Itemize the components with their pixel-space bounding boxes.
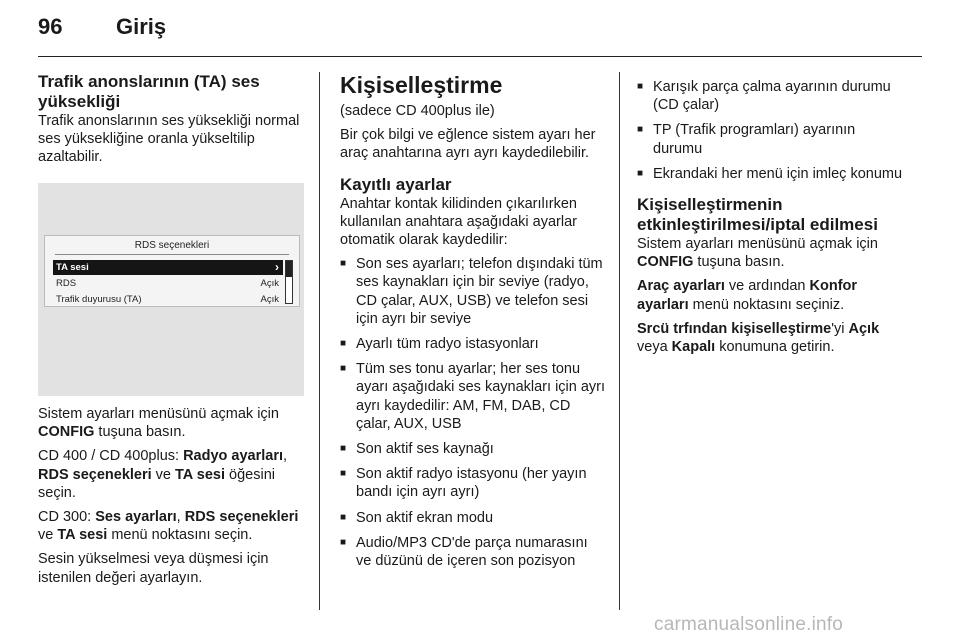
paragraph: Sistem ayarları menüsünü açmak için CONFIG tuşuna basın.	[38, 406, 279, 441]
list-item: ■ Son aktif ekran modu	[340, 509, 606, 527]
section-heading-activate-personalization: Kişiselleştirmenin etkinleştirilmesi/iptal edilmesi	[637, 195, 878, 235]
column-3	[637, 72, 907, 362]
column-divider	[319, 72, 320, 610]
list-item: ■ Ekrandaki her menü için imleç konumu	[637, 165, 907, 183]
list-item: ■ Son aktif radyo istasyonu (her yayın bandı için ayrı ayrı)	[340, 465, 606, 501]
menu-row-rds	[53, 276, 283, 291]
paragraph: CD 300: Ses ayarları, RDS seçenekleri ve TA sesi menü noktasını seçin.	[38, 509, 299, 544]
menu-row-ta-volume	[53, 260, 283, 275]
bullet-list	[637, 78, 907, 183]
watermark: carmanualsonline.info	[654, 614, 844, 635]
menu-row-traffic-announcement	[53, 292, 283, 307]
menu-row-label: Trafik duyurusu (TA)	[56, 294, 142, 305]
scrollbar	[285, 260, 293, 304]
display-screenshot	[38, 183, 304, 396]
list-item: ■ Ayarlı tüm radyo istasyonları	[340, 335, 606, 353]
menu-row-label: TA sesi	[56, 262, 89, 273]
paragraph: CD 400 / CD 400plus: Radyo ayarları, RDS seçenekleri ve TA sesi öğesini seçin.	[38, 448, 288, 501]
paragraph: Araç ayarları ve ardından Konfor ayarları menü noktasını seçiniz.	[637, 278, 858, 313]
rds-options-screen	[44, 235, 300, 307]
chevron-right-icon: ›	[275, 260, 279, 274]
column-2	[340, 72, 606, 577]
paragraph: Trafik anonslarının ses yüksekliği normal ses yüksekliğine oranla yükseltilip azaltabilir.	[38, 113, 300, 166]
screen-title: RDS seçenekleri	[134, 240, 210, 251]
column-1-continued	[38, 405, 304, 593]
list-item: ■ Son ses ayarları; telefon dışındaki tüm ses kaynakları için bir seviye (radyo, CD çalar, AUX, USB) ve telefon sesi için ayrı bir seviye	[340, 255, 606, 328]
list-item: ■ Karışık parça çalma ayarının durumu (CD çalar)	[637, 78, 907, 114]
page-number: 96	[38, 14, 63, 39]
page-header	[38, 14, 922, 44]
list-item: ■ Audio/MP3 CD'de parça numarasını ve düzünü de içeren son pozisyon	[340, 534, 606, 570]
list-item: ■ TP (Trafik programları) ayarının durumu	[637, 121, 907, 157]
menu-row-value: Açık	[260, 294, 279, 305]
paragraph: Anahtar kontak kilidinden çıkarılırken kullanılan anahtara aşağıdaki ayarlar otomatik olarak kaydedilir:	[340, 195, 577, 249]
paragraph: Sesin yükselmesi veya düşmesi için istenilen değeri ayarlayın.	[38, 551, 269, 586]
paragraph: Sistem ayarları menüsünü açmak için CONFIG tuşuna basın.	[637, 236, 878, 271]
paragraph: Srcü trfından kişiselleştirme'yi Açık veya Kapalı konumuna getirin.	[637, 320, 880, 356]
section-heading-personalization: Kişiselleştirme	[340, 72, 503, 98]
paragraph: Bir çok bilgi ve eğlence sistem ayarı her araç anahtarına ayrı ayrı kaydedilebilir.	[340, 127, 596, 162]
section-heading-ta-volume: Trafik anonslarının (TA) ses yüksekliği	[38, 72, 260, 111]
chapter-title: Giriş	[116, 14, 167, 39]
bullet-list	[340, 255, 606, 570]
paragraph: (sadece CD 400plus ile)	[340, 103, 495, 119]
column-divider	[619, 72, 620, 610]
scroll-thumb	[286, 261, 292, 277]
menu-row-label: RDS	[56, 278, 77, 289]
list-item: ■ Tüm ses tonu ayarlar; her ses tonu ayarı aşağıdaki ses kaynakları için ayrı ayrı kaydedilir: AM, FM, DAB, CD çalar, AUX, USB	[340, 360, 606, 433]
screen-divider	[55, 254, 289, 255]
column-1	[38, 72, 304, 173]
header-rule	[38, 56, 922, 57]
menu-row-value: Açık	[260, 278, 279, 289]
list-item: ■ Son aktif ses kaynağı	[340, 440, 606, 458]
section-heading-saved-settings: Kayıtlı ayarlar	[340, 174, 452, 194]
